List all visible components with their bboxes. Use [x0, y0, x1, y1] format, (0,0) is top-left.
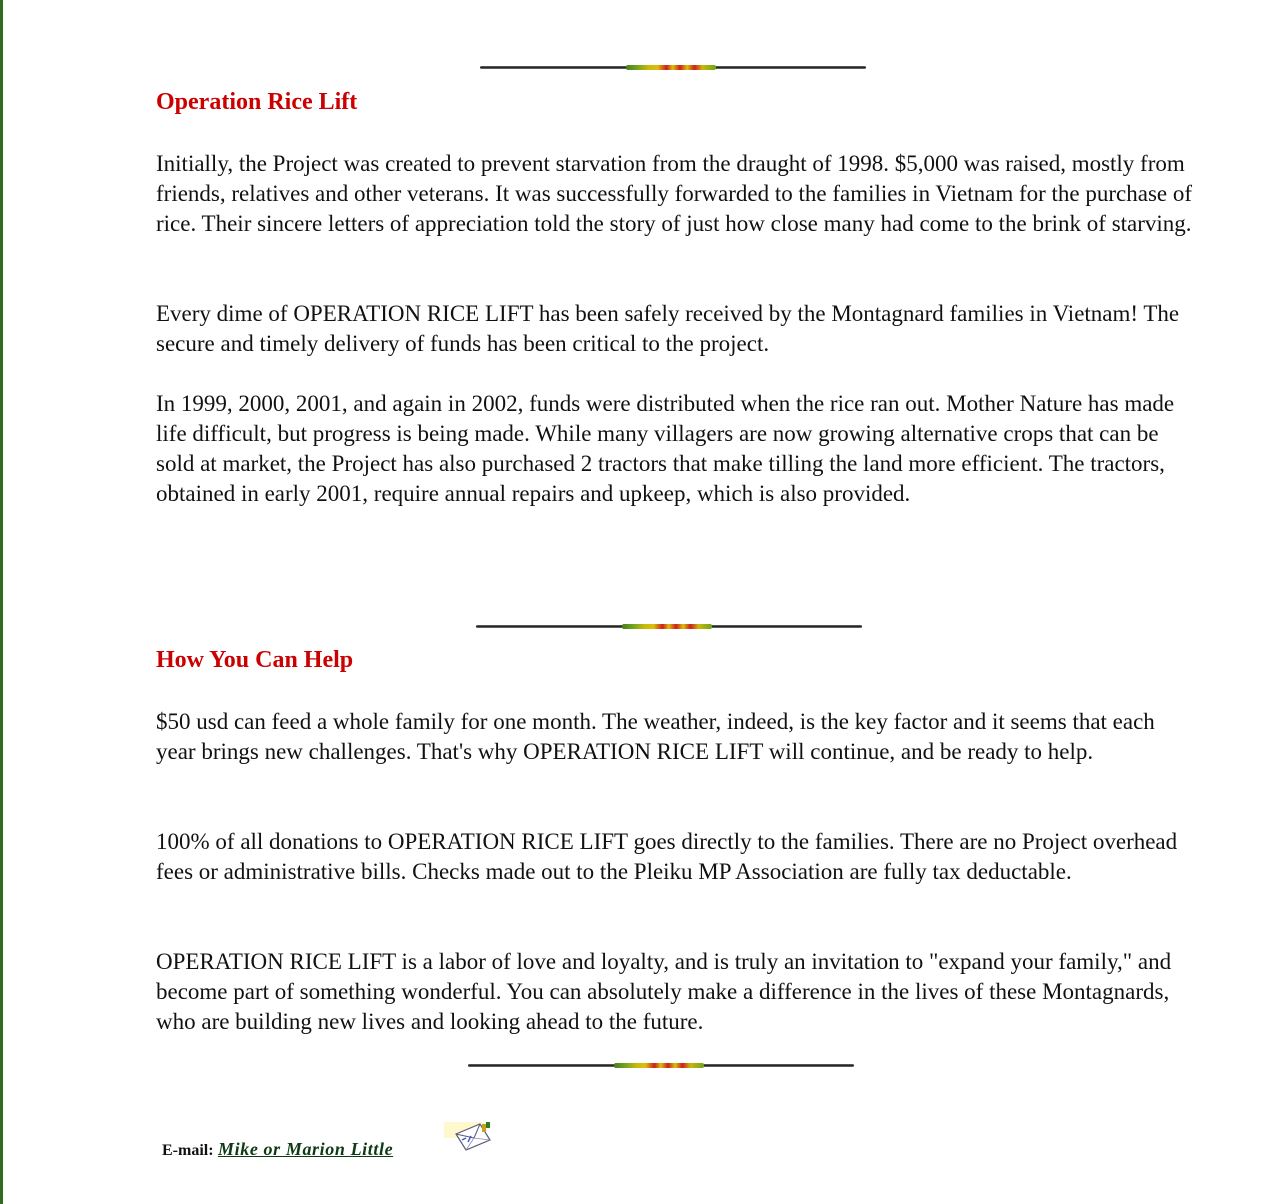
page-left-border — [0, 0, 3, 1204]
envelope-icon[interactable] — [444, 1120, 496, 1156]
flag-stripe-icon — [614, 1063, 704, 1068]
paragraph-every-dime: Every dime of OPERATION RICE LIFT has been safely received by the Montagnard families in Vietnam! The secure and timely delivery of funds has been critical to the project. — [156, 301, 1180, 356]
flag-stripe-icon — [626, 65, 716, 70]
paragraph-labor-of-love: OPERATION RICE LIFT is a labor of love and loyalty, and is truly an invitation to "expand your family," and become part of something wonderful. You can absolutely make a difference in the lives of these Montagnards, who are building new lives and looking ahead to the future. — [156, 949, 1172, 1034]
email-link[interactable]: Mike or Marion Little — [218, 1139, 394, 1159]
divider-middle — [476, 623, 862, 630]
paragraph-in-1999: In 1999, 2000, 2001, and again in 2002, funds were distributed when the rice ran out. Mother Nature has made life difficult, but progress is being made. While many villagers are now growing alternative crops that can be sold at market, the Project has also purchased 2 tractors that make tilling the land more efficient. The tractors, obtained in early 2001, require annual repairs and upkeep, which is also provided. — [156, 391, 1175, 506]
divider-top — [480, 64, 866, 71]
email-footer — [162, 1137, 393, 1163]
divider-bottom — [468, 1062, 854, 1069]
flag-stripe-icon — [622, 624, 712, 629]
email-label: E-mail: — [162, 1142, 214, 1159]
paragraph-50-usd: $50 usd can feed a whole family for one month. The weather, indeed, is the key factor and it seems that each year brings new challenges. That's why OPERATION RICE LIFT will continue, and be ready to help. — [156, 709, 1155, 764]
section-heading-how-you-can-help: How You Can Help — [156, 647, 354, 673]
paragraph-100-percent: 100% of all donations to OPERATION RICE LIFT goes directly to the families. There are no Project overhead fees or administrative bills. Checks made out to the Pleiku MP Association are fully tax deductable. — [156, 829, 1178, 884]
paragraph-initially: Initially, the Project was created to prevent starvation from the draught of 1998. $5,000 was raised, mostly from friends, relatives and other veterans. It was successfully forwarded to the families in Vietnam for the purchase of rice. Their sincere letters of appreciation told the story of just how close many had come to the brink of starving. — [156, 151, 1193, 236]
section-heading-operation-rice-lift: Operation Rice Lift — [156, 89, 358, 115]
